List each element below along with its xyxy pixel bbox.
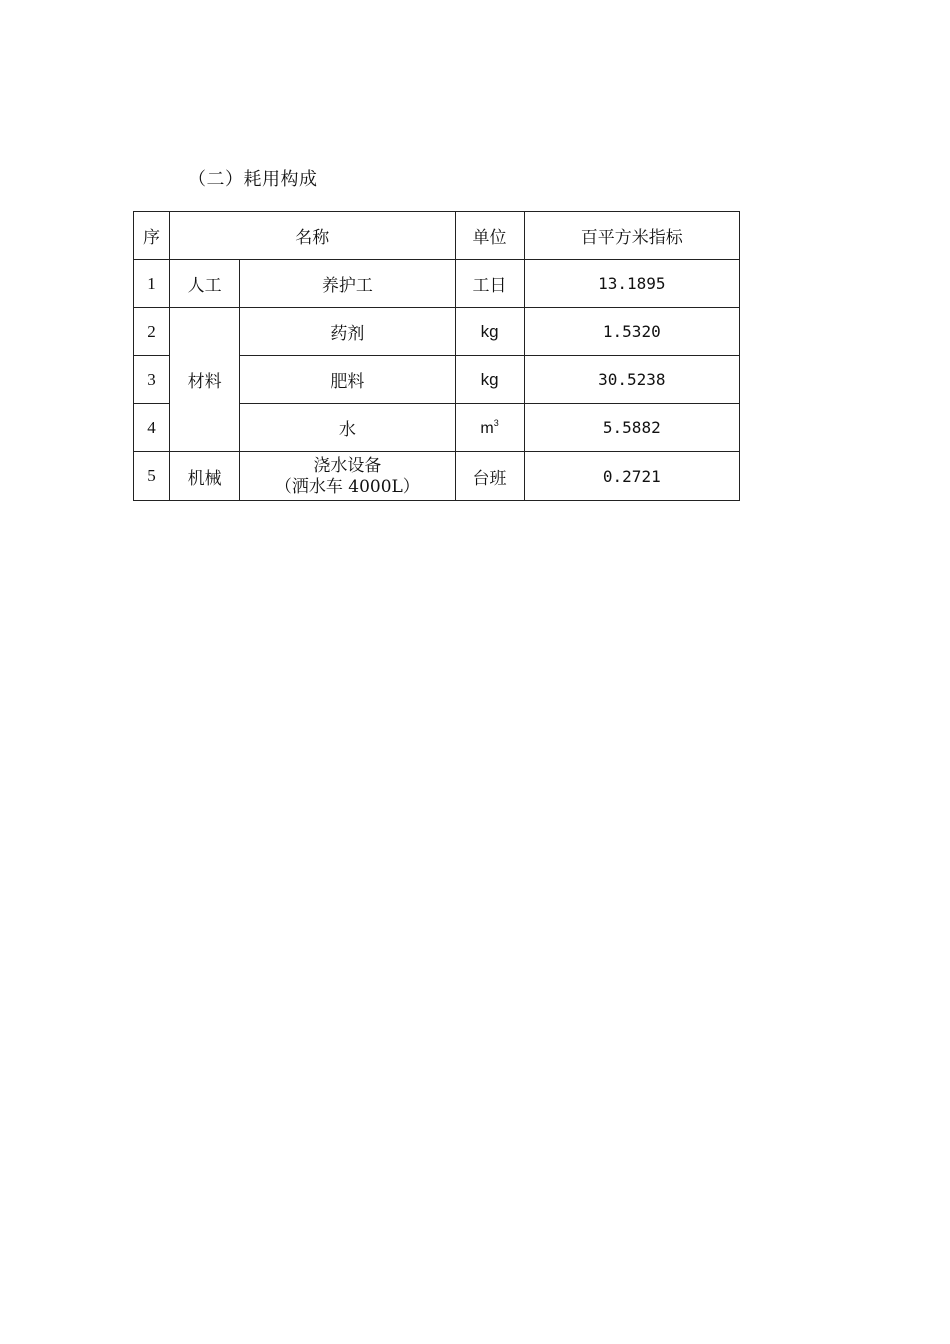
row-category: 人工 bbox=[170, 260, 240, 308]
row-seq: 4 bbox=[134, 404, 170, 452]
row-value: 30.5238 bbox=[524, 356, 739, 404]
table-header-row bbox=[134, 212, 740, 260]
row-unit: 台班 bbox=[455, 452, 524, 501]
row-seq: 3 bbox=[134, 356, 170, 404]
row-unit: 工日 bbox=[455, 260, 524, 308]
equipment-name: 浇水设备 bbox=[313, 456, 382, 476]
row-name: 养护工 bbox=[240, 260, 455, 308]
row-seq: 5 bbox=[134, 452, 170, 501]
header-unit: 单位 bbox=[455, 212, 524, 260]
row-value: 0.2721 bbox=[524, 452, 739, 501]
row-name: 水 bbox=[240, 404, 455, 452]
row-name bbox=[240, 452, 455, 501]
equipment-spec: （洒水车 4000L） bbox=[274, 477, 420, 497]
row-seq: 1 bbox=[134, 260, 170, 308]
row-category: 机械 bbox=[170, 452, 240, 501]
consumption-table bbox=[133, 211, 740, 501]
table-row bbox=[134, 452, 740, 501]
row-name: 药剂 bbox=[240, 308, 455, 356]
row-unit: kg bbox=[455, 308, 524, 356]
row-category: 材料 bbox=[170, 308, 240, 452]
row-unit bbox=[455, 404, 524, 452]
row-value: 5.5882 bbox=[524, 404, 739, 452]
row-value: 13.1895 bbox=[524, 260, 739, 308]
row-unit: kg bbox=[455, 356, 524, 404]
row-seq: 2 bbox=[134, 308, 170, 356]
header-seq: 序 bbox=[134, 212, 170, 260]
row-value: 1.5320 bbox=[524, 308, 739, 356]
table-row bbox=[134, 308, 740, 356]
section-heading: （二）耗用构成 bbox=[188, 169, 318, 190]
unit-base: m bbox=[480, 419, 494, 437]
unit-superscript: 3 bbox=[493, 417, 499, 428]
header-indicator: 百平方米指标 bbox=[524, 212, 739, 260]
table-row bbox=[134, 260, 740, 308]
header-name: 名称 bbox=[170, 212, 455, 260]
row-name: 肥料 bbox=[240, 356, 455, 404]
